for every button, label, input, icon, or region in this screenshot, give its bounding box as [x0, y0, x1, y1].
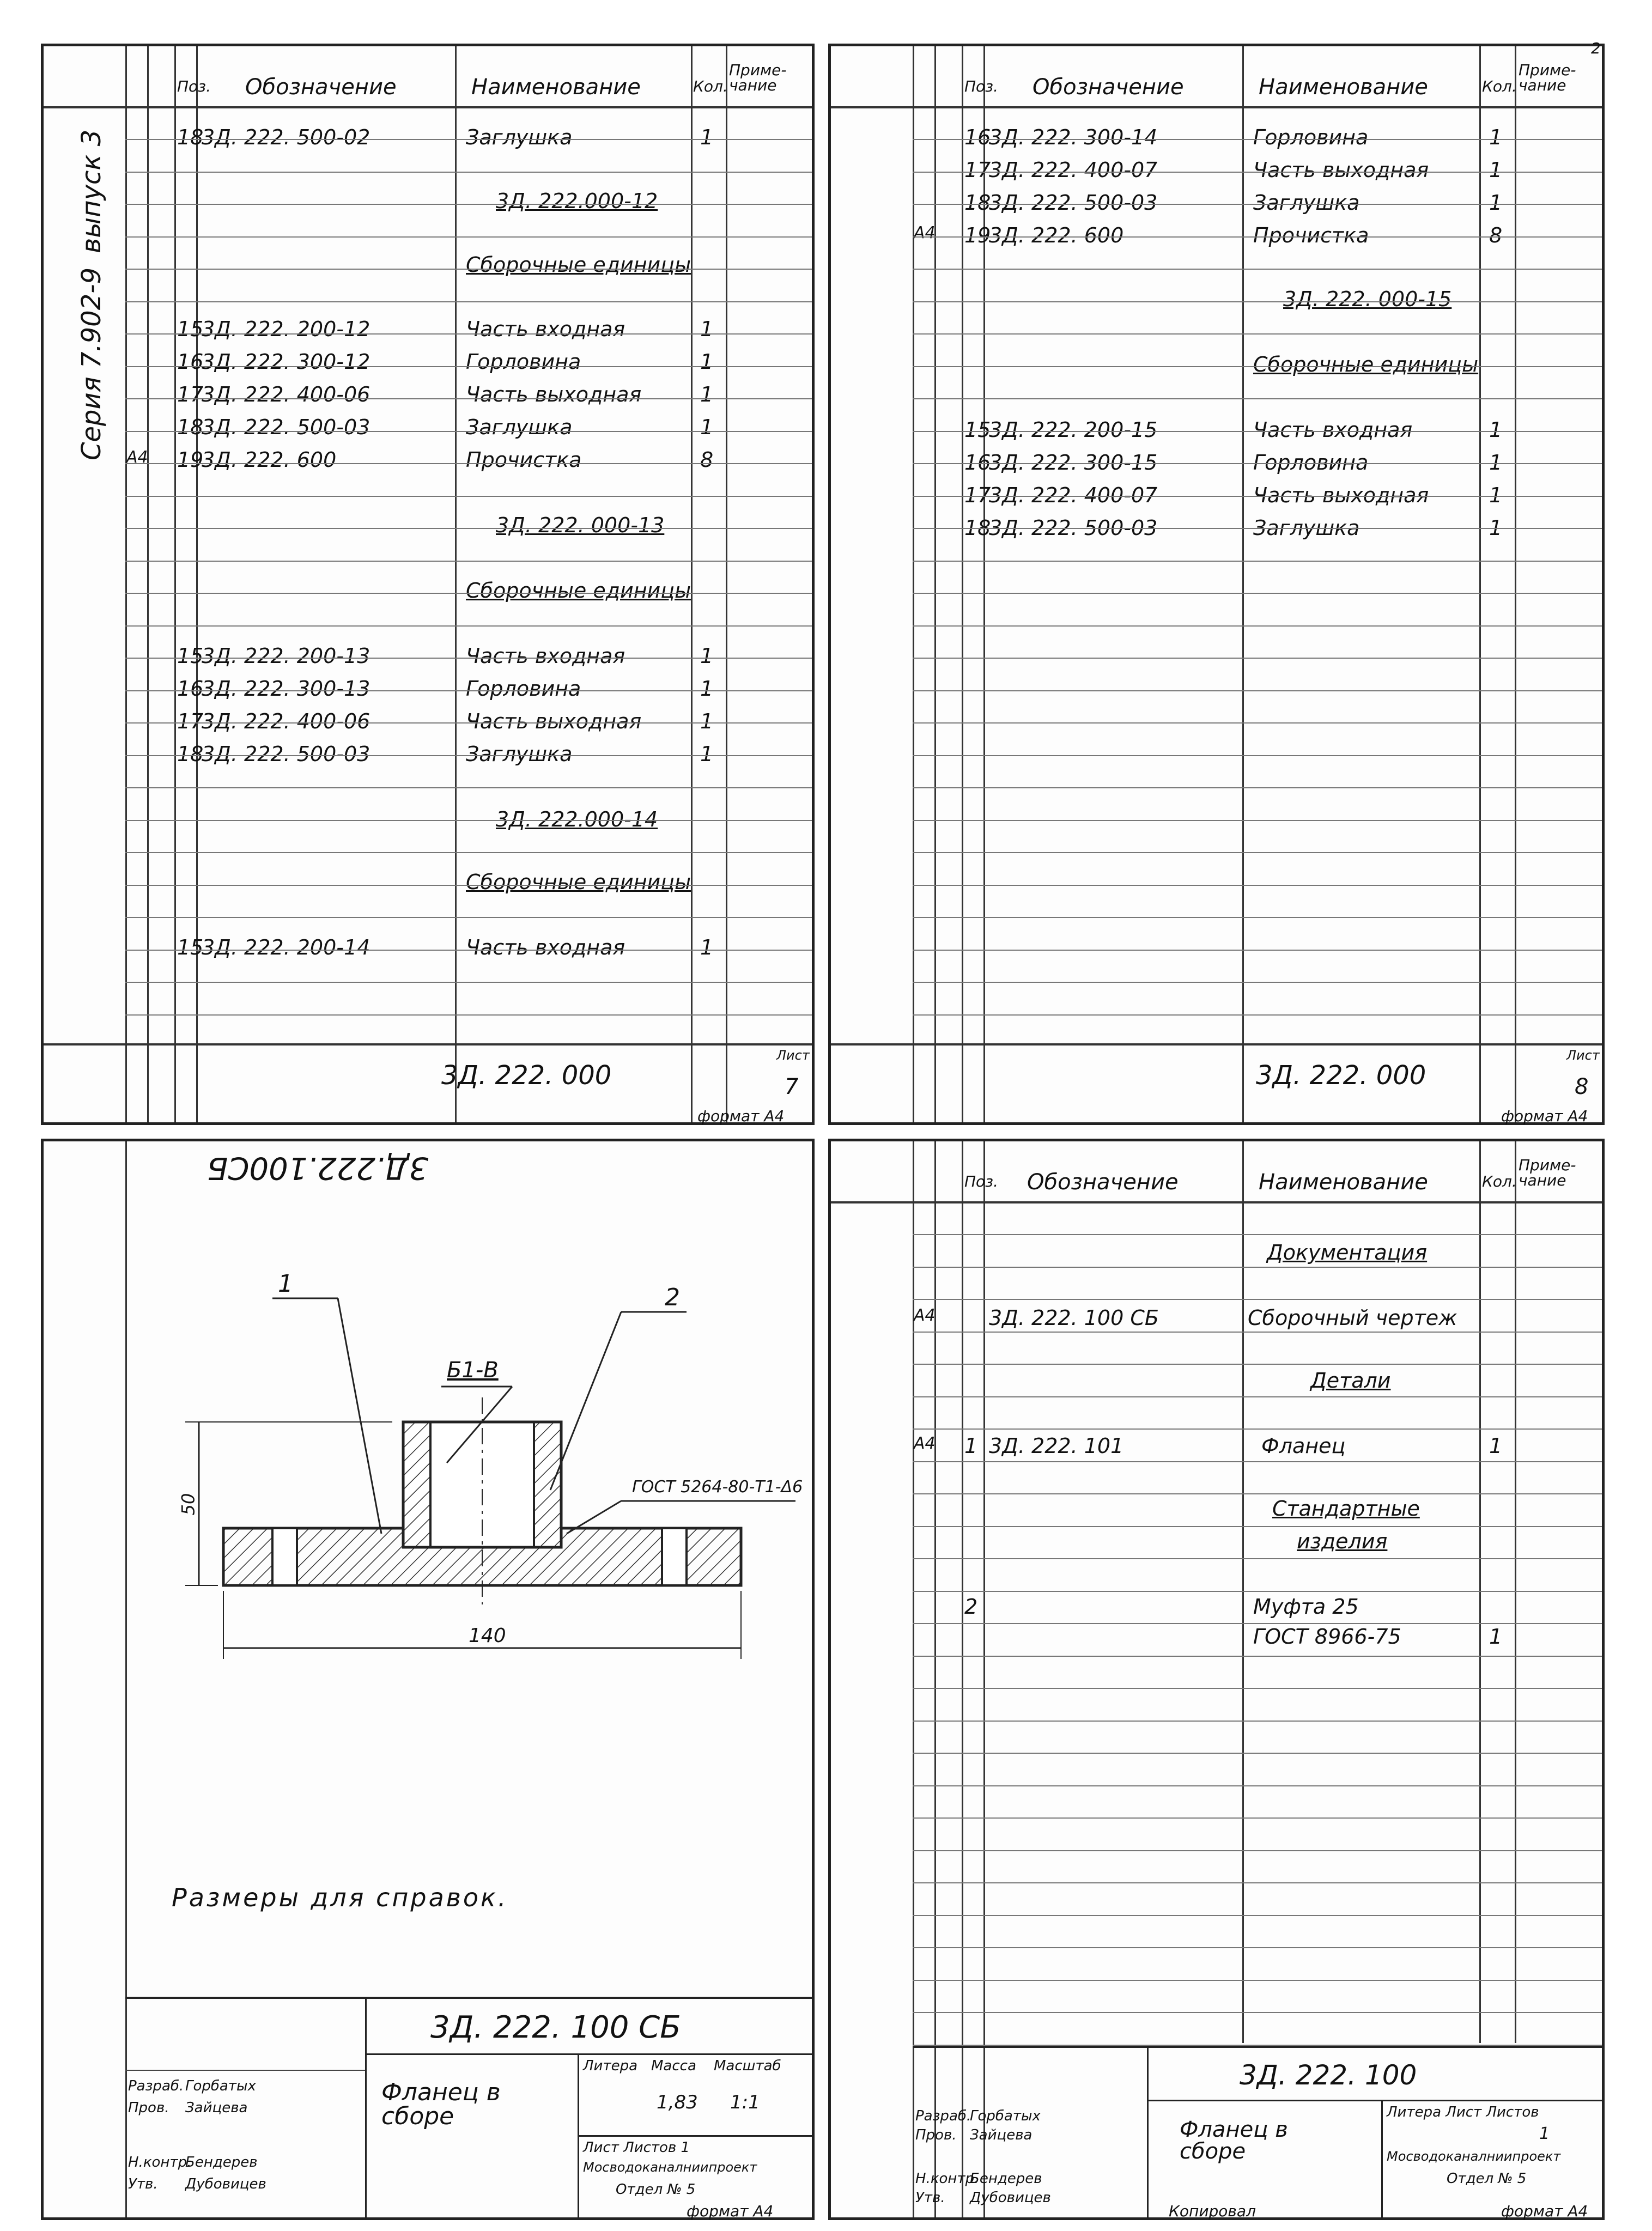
spec-sheet-8	[828, 39, 1605, 1125]
row-qty: 1	[1489, 1625, 1503, 1649]
row-grid-line	[913, 1688, 1602, 1689]
row-designation: 3Д. 222. 500-03	[202, 742, 371, 766]
row-qty: 1	[1489, 483, 1503, 507]
row-designation: 3Д. 222. 400-07	[989, 483, 1158, 507]
row-pos: 15	[177, 317, 204, 341]
row-grid-line	[913, 172, 1602, 173]
row-grid-line	[125, 528, 812, 529]
row-name: Муфта 25	[1253, 1595, 1359, 1619]
col-qty-header: Кол.	[1482, 77, 1517, 95]
reference-note: Размеры для справок.	[172, 1883, 508, 1912]
row-grid-line	[913, 1753, 1602, 1754]
row-grid-line	[913, 1721, 1602, 1722]
department: Отдел № 5	[616, 2181, 696, 2198]
callout-1: 1	[278, 1270, 293, 1298]
row-name: Часть входная	[466, 935, 625, 959]
row-designation: 3Д. 222. 101	[989, 1434, 1124, 1458]
sheet-label: Лист	[1566, 1048, 1600, 1063]
row-grid-line	[913, 1947, 1602, 1948]
format-label: формат А4	[1501, 2202, 1588, 2220]
row-grid-line	[913, 1656, 1602, 1657]
row-grid-line	[125, 236, 812, 238]
signer-name: Бендерев	[970, 2171, 1042, 2187]
row-grid-line	[913, 787, 1602, 788]
doc-number: 3Д. 222. 000	[1256, 1060, 1426, 1091]
row-name: Заглушка	[466, 415, 573, 439]
title-block	[125, 1997, 812, 2220]
row-name: Заглушка	[466, 742, 573, 766]
assembly-drawing-sheet	[41, 1139, 815, 2220]
row-grid-line	[913, 1234, 1602, 1235]
sheet-number: 7	[785, 1074, 799, 1099]
weld-mark: Б1-В	[447, 1358, 499, 1383]
row-qty: 1	[1489, 516, 1503, 540]
row-grid-line	[913, 1817, 1602, 1819]
row-pos: 17	[177, 382, 204, 406]
organization: Мосводоканалниипроект	[583, 2160, 757, 2175]
row-grid-line	[913, 982, 1602, 983]
row-grid-line	[913, 561, 1602, 562]
row-grid-line	[125, 593, 812, 594]
dim-width: 140	[469, 1625, 506, 1647]
row-grid-line	[913, 1558, 1602, 1559]
spec-sheet-7	[41, 44, 815, 1125]
copied-label: Копировал	[1169, 2202, 1256, 2220]
section-title: Сборочные единицы	[466, 579, 691, 603]
row-name: ГОСТ 8966-75	[1253, 1625, 1401, 1649]
row-format: А4	[914, 1434, 936, 1453]
row-grid-line	[125, 787, 812, 788]
group-title: 3Д. 222.000-12	[496, 189, 658, 213]
row-grid-line	[913, 1428, 1602, 1430]
row-pos: 19	[964, 223, 991, 247]
row-grid-line	[913, 722, 1602, 724]
section-title: Сборочные единицы	[1253, 352, 1479, 376]
row-pos: 15	[177, 644, 204, 668]
row-grid-line	[125, 917, 812, 918]
signer-role: Утв.	[915, 2190, 945, 2206]
signer-name: Горбатых	[970, 2108, 1041, 2124]
col-pos-header: Поз.	[177, 77, 211, 95]
col-designation-header: Обозначение	[1032, 75, 1184, 100]
row-name: Часть входная	[466, 644, 625, 668]
row-designation: 3Д. 222. 300-13	[202, 677, 371, 701]
row-grid-line	[125, 301, 812, 302]
row-grid-line	[913, 1980, 1602, 1981]
row-pos: 17	[177, 709, 204, 733]
row-designation: 3Д. 222. 600	[202, 448, 337, 472]
signer-role: Разраб.	[915, 2108, 971, 2124]
row-pos: 18	[177, 415, 204, 439]
section-title: Сборочные единицы	[466, 253, 691, 277]
row-designation: 3Д. 222. 400-06	[202, 382, 371, 406]
row-name: Часть входная	[466, 317, 625, 341]
row-pos: 1	[964, 1434, 978, 1458]
row-qty: 1	[1489, 158, 1503, 182]
row-format: А4	[126, 448, 148, 467]
assembly-spec-sheet	[828, 1139, 1605, 2220]
department: Отдел № 5	[1447, 2171, 1527, 2187]
row-grid-line	[913, 1396, 1602, 1397]
row-grid-line	[125, 431, 812, 432]
row-grid-line	[913, 1267, 1602, 1268]
row-grid-line	[125, 398, 812, 399]
row-designation: 3Д. 222. 400-07	[989, 158, 1158, 182]
row-grid-line	[125, 333, 812, 335]
row-qty: 1	[1489, 191, 1503, 215]
row-grid-line	[913, 820, 1602, 821]
row-name: Горловина	[466, 677, 581, 701]
col-pos-header: Поз.	[964, 1172, 998, 1190]
format-label: формат А4	[687, 2202, 774, 2220]
row-name: Прочистка	[466, 448, 582, 472]
row-designation: 3Д. 222. 300-15	[989, 451, 1158, 475]
sheet-labels: Литера Лист Листов	[1387, 2104, 1539, 2120]
col-note-header: Приме- чание	[1519, 61, 1576, 94]
drawing-title: Фланец в сборе	[381, 2078, 501, 2130]
row-pos: 18	[177, 125, 204, 149]
mass-label: Масса	[651, 2058, 696, 2074]
row-pos: 17	[964, 483, 991, 507]
row-pos: 16	[177, 350, 204, 374]
row-name: Заглушка	[1253, 191, 1360, 215]
title-block	[913, 2046, 1602, 2220]
row-qty: 1	[700, 125, 714, 149]
signer-role: Утв.	[128, 2176, 158, 2192]
row-grid-line	[125, 139, 812, 140]
row-qty: 1	[700, 709, 714, 733]
row-grid-line	[913, 333, 1602, 335]
row-grid-line	[913, 755, 1602, 756]
litera-label: Литера	[583, 2058, 638, 2074]
row-grid-line	[125, 1014, 812, 1016]
col-note-header: Приме- чание	[729, 61, 787, 94]
row-qty: 8	[1489, 223, 1503, 247]
row-qty: 1	[1489, 418, 1503, 442]
row-designation: 3Д. 222. 100 СБ	[989, 1306, 1159, 1330]
row-pos: 18	[964, 516, 991, 540]
format-label: формат А4	[697, 1107, 785, 1125]
mirrored-code: 3Д.222.100СБ	[207, 1150, 429, 1186]
row-grid-line	[913, 1526, 1602, 1527]
row-qty: 1	[1489, 1434, 1503, 1458]
row-grid-line	[913, 1014, 1602, 1016]
row-name: Сборочный чертеж	[1248, 1306, 1457, 1330]
row-designation: 3Д. 222. 400-06	[202, 709, 371, 733]
col-name-header: Наименование	[1259, 75, 1428, 100]
row-pos: 18	[177, 742, 204, 766]
row-grid-line	[913, 2012, 1602, 2013]
row-grid-line	[913, 917, 1602, 918]
signer-name: Дубовицев	[970, 2190, 1051, 2206]
sheet-label: Лист	[776, 1048, 810, 1063]
row-qty: 1	[700, 644, 714, 668]
row-designation: 3Д. 222. 200-15	[989, 418, 1158, 442]
row-grid-line	[125, 496, 812, 497]
row-name: Часть входная	[1253, 418, 1413, 442]
row-pos: 15	[177, 935, 204, 959]
row-name: Горловина	[1253, 125, 1369, 149]
row-qty: 1	[700, 742, 714, 766]
signer-role: Н.контр.	[915, 2171, 979, 2187]
row-designation: 3Д. 222. 500-03	[989, 516, 1158, 540]
row-grid-line	[913, 1623, 1602, 1624]
row-grid-line	[125, 852, 812, 853]
row-qty: 1	[700, 677, 714, 701]
row-grid-line	[913, 950, 1602, 951]
row-grid-line	[913, 1882, 1602, 1883]
scale-value: 1:1	[730, 2092, 760, 2113]
row-grid-line	[913, 1493, 1602, 1494]
row-grid-line	[125, 269, 812, 270]
row-name: Горловина	[466, 350, 581, 374]
section-title: Сборочные единицы	[466, 870, 691, 894]
row-name: Горловина	[1253, 451, 1369, 475]
series-label: Серия 7.902-9	[76, 267, 107, 460]
row-designation: 3Д. 222. 500-03	[202, 415, 371, 439]
row-pos: 2	[964, 1595, 978, 1619]
row-designation: 3Д. 222. 200-13	[202, 644, 371, 668]
row-pos: 16	[964, 451, 991, 475]
row-name: Часть выходная	[1253, 483, 1429, 507]
col-qty-header: Кол.	[693, 77, 728, 95]
row-grid-line	[125, 755, 812, 756]
section-title: изделия	[1297, 1529, 1388, 1553]
row-grid-line	[913, 1591, 1602, 1592]
row-grid-line	[913, 496, 1602, 497]
row-grid-line	[913, 1461, 1602, 1462]
row-grid-line	[913, 528, 1602, 529]
signer-name: Горбатых	[185, 2078, 256, 2094]
signer-role: Пров.	[915, 2127, 957, 2143]
row-grid-line	[913, 1332, 1602, 1333]
row-format: А4	[914, 223, 936, 242]
row-grid-line	[913, 269, 1602, 270]
row-grid-line	[125, 463, 812, 464]
group-title: 3Д. 222.000-14	[496, 807, 658, 831]
row-grid-line	[913, 1850, 1602, 1851]
row-qty: 1	[700, 350, 714, 374]
row-designation: 3Д. 222. 500-03	[989, 191, 1158, 215]
col-qty-header: Кол.	[1482, 1172, 1517, 1190]
page-mark: 2	[1591, 39, 1601, 57]
row-grid-line	[125, 658, 812, 659]
group-title: 3Д. 222. 000-15	[1283, 287, 1452, 311]
signer-role: Пров.	[128, 2100, 169, 2116]
sheet-line: Лист Листов 1	[583, 2139, 690, 2156]
row-grid-line	[913, 139, 1602, 140]
row-grid-line	[125, 950, 812, 951]
row-grid-line	[913, 366, 1602, 367]
row-grid-line	[125, 820, 812, 821]
col-pos-header: Поз.	[964, 77, 998, 95]
group-title: 3Д. 222. 000-13	[496, 513, 665, 537]
row-grid-line	[125, 366, 812, 367]
dim-height: 50	[178, 1493, 199, 1516]
row-grid-line	[125, 885, 812, 886]
format-label: формат А4	[1501, 1107, 1588, 1125]
row-grid-line	[913, 2045, 1602, 2046]
row-grid-line	[125, 982, 812, 983]
row-grid-line	[913, 301, 1602, 302]
row-name: Часть выходная	[1253, 158, 1429, 182]
row-grid-line	[913, 658, 1602, 659]
section-title: Детали	[1310, 1369, 1391, 1393]
row-designation: 3Д. 222. 300-14	[989, 125, 1158, 149]
mass-value: 1,83	[657, 2092, 698, 2113]
row-pos: 17	[964, 158, 991, 182]
signer-name: Зайцева	[970, 2127, 1032, 2143]
sheets-count: 1	[1539, 2124, 1550, 2143]
row-grid-line	[913, 1915, 1602, 1916]
row-grid-line	[913, 236, 1602, 238]
callout-2: 2	[665, 1284, 680, 1311]
row-designation: 3Д. 222. 200-14	[202, 935, 371, 959]
section-title: Стандартные	[1272, 1497, 1420, 1521]
row-grid-line	[913, 1299, 1602, 1300]
section-title: Документация	[1267, 1241, 1428, 1265]
row-qty: 1	[700, 935, 714, 959]
row-qty: 1	[700, 382, 714, 406]
signer-name: Бендерев	[185, 2154, 258, 2171]
row-designation: 3Д. 222. 300-12	[202, 350, 371, 374]
row-name: Фланец	[1261, 1434, 1346, 1458]
row-grid-line	[913, 431, 1602, 432]
row-qty: 1	[1489, 125, 1503, 149]
col-name-header: Наименование	[1259, 1170, 1428, 1195]
row-name: Часть выходная	[466, 709, 642, 733]
gost-label: ГОСТ 5264-80-Т1-Δ6	[632, 1478, 803, 1497]
sheet-number: 8	[1575, 1074, 1589, 1099]
row-name: Прочистка	[1253, 223, 1369, 247]
row-designation: 3Д. 222. 200-12	[202, 317, 371, 341]
scale-label: Масштаб	[714, 2058, 781, 2074]
row-grid-line	[125, 204, 812, 205]
row-grid-line	[125, 722, 812, 724]
row-grid-line	[913, 463, 1602, 464]
row-grid-line	[913, 690, 1602, 691]
row-qty: 1	[1489, 451, 1503, 475]
row-name: Часть выходная	[466, 382, 642, 406]
row-grid-line	[125, 690, 812, 691]
signer-role: Н.контр.	[128, 2154, 192, 2171]
row-pos: 19	[177, 448, 204, 472]
row-grid-line	[913, 885, 1602, 886]
row-designation: 3Д. 222. 600	[989, 223, 1124, 247]
row-pos: 15	[964, 418, 991, 442]
row-pos: 18	[964, 191, 991, 215]
row-grid-line	[125, 625, 812, 627]
doc-number: 3Д. 222. 000	[441, 1060, 612, 1091]
drawing-code: 3Д. 222. 100 СБ	[430, 2010, 681, 2045]
row-qty: 8	[700, 448, 714, 472]
row-grid-line	[913, 593, 1602, 594]
drawing-title: Фланец в сборе	[1180, 2117, 1288, 2164]
row-grid-line	[913, 398, 1602, 399]
col-name-header: Наименование	[471, 75, 641, 100]
row-grid-line	[913, 1364, 1602, 1365]
row-qty: 1	[700, 415, 714, 439]
row-grid-line	[913, 1785, 1602, 1786]
row-grid-line	[913, 852, 1602, 853]
col-designation-header: Обозначение	[1027, 1170, 1179, 1195]
organization: Мосводоканалниипроект	[1387, 2149, 1561, 2164]
row-designation: 3Д. 222. 500-02	[202, 125, 371, 149]
signer-role: Разраб.	[128, 2078, 184, 2094]
col-designation-header: Обозначение	[245, 75, 397, 100]
row-grid-line	[913, 625, 1602, 627]
row-qty: 1	[700, 317, 714, 341]
row-format: А4	[914, 1306, 936, 1325]
row-grid-line	[125, 172, 812, 173]
signer-name: Дубовицев	[185, 2176, 266, 2192]
signer-name: Зайцева	[185, 2100, 248, 2116]
row-name: Заглушка	[466, 125, 573, 149]
row-grid-line	[125, 561, 812, 562]
row-pos: 16	[177, 677, 204, 701]
row-name: Заглушка	[1253, 516, 1360, 540]
row-grid-line	[913, 204, 1602, 205]
col-note-header: Приме- чание	[1519, 1156, 1576, 1189]
issue-label: выпуск 3	[76, 129, 107, 253]
drawing-code: 3Д. 222. 100	[1240, 2059, 1417, 2091]
row-pos: 16	[964, 125, 991, 149]
